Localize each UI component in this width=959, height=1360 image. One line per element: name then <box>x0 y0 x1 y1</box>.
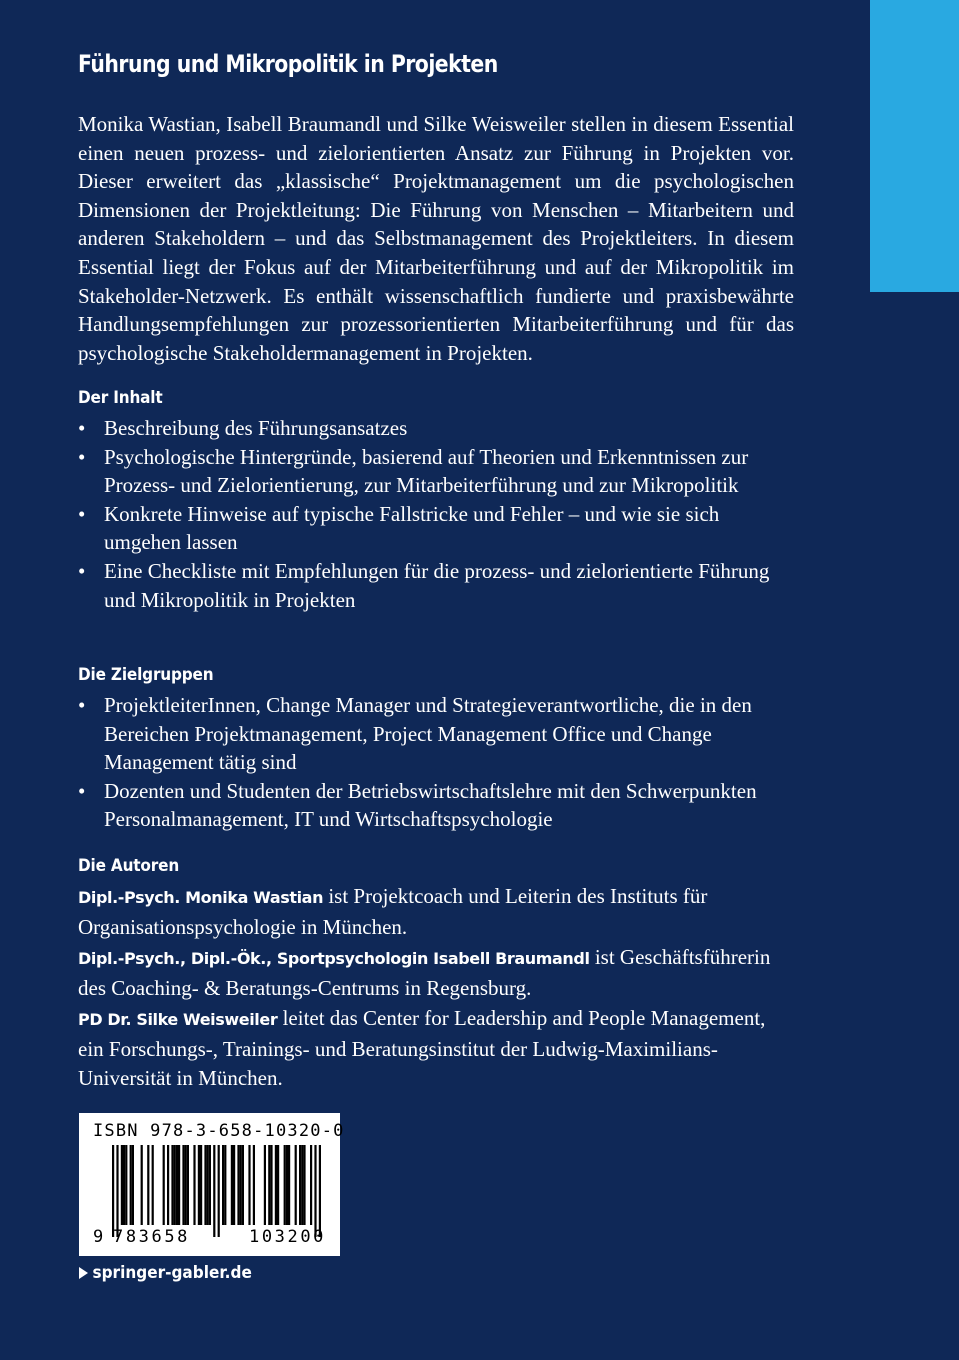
barcode-bar <box>275 1145 277 1225</box>
list-item <box>78 777 794 834</box>
barcode-bar <box>319 1145 321 1237</box>
list-item-text: Eine Checkliste mit Empfehlungen für die prozess- und zielorientierte Führung und Mikropolitik in Projekten <box>104 558 770 612</box>
barcode-bar <box>218 1145 220 1237</box>
author-description: ist Projektcoach und Leiterin des Instituts für Organisationspsychologie in München. <box>78 884 708 939</box>
barcode-bar <box>193 1145 195 1225</box>
barcode-bar <box>270 1145 272 1225</box>
barcode-bar <box>277 1145 279 1225</box>
section-inhalt <box>78 384 794 614</box>
bullet-icon: • <box>78 444 86 469</box>
barcode-bar <box>171 1145 173 1225</box>
barcode-bar <box>130 1145 132 1225</box>
barcode-bar <box>240 1145 242 1225</box>
barcode-bar <box>314 1145 316 1237</box>
list-item <box>78 557 794 614</box>
intro-paragraph: Monika Wastian, Isabell Braumandl und Silke Weisweiler stellen in diesem Essential einen neuen prozess- und zielorientierten Ansatz zur Führung in Projekten vor. Dieser erweitert das „klassische“ Projektmanagement um die psychologischen Dimensionen der Projektleitung: Die Führung von Menschen – Mitarbeitern und anderen Stakeholdern – und das Selbstmanagement des Projektleiters. In diesem Essential liegt der Fokus auf der Mitarbeiterführung und auf der Mikropolitik im Stakeholder-Netzwerk. Es enthält wissenschaftlich fundierte und praxisbewährte Handlungsempfehlungen zur prozessorientierten Mitarbeiterführung und für das psychologische Stakeholdermanagement in Projekten. <box>78 112 794 365</box>
barcode-bar <box>176 1145 178 1225</box>
publisher-link[interactable] <box>79 1260 252 1286</box>
ean-first-digit: 9 <box>93 1227 104 1247</box>
barcode-bar <box>242 1145 244 1225</box>
barcode-bar <box>295 1145 297 1225</box>
barcode-bar <box>187 1145 189 1225</box>
bullet-icon: • <box>78 693 86 717</box>
barcode-bar <box>231 1145 233 1225</box>
barcode-bar <box>182 1145 184 1225</box>
barcode-bar <box>152 1145 154 1225</box>
author-entry <box>78 943 794 1002</box>
barcode-bar <box>163 1145 165 1225</box>
barcode-bar <box>237 1145 239 1225</box>
barcode-bar <box>264 1145 266 1225</box>
barcode-bar <box>209 1145 211 1225</box>
author-name: PD Dr. Silke Weisweiler <box>78 1010 278 1030</box>
author-name: Dipl.-Psych., Dipl.-Ök., Sportpsychologin Isabell Braumandl <box>78 949 590 969</box>
barcode-bar <box>123 1145 125 1225</box>
zielgruppen-list <box>78 691 794 834</box>
barcode-bar <box>301 1145 303 1225</box>
list-item-text: ProjektleiterInnen, Change Manager und Strategieverantwortliche, die in den Bereichen Projektmanagement, Project Management Office und Change Management tätig sind <box>104 693 752 775</box>
list-item-text: Psychologische Hintergründe, basierend auf Theorien und Erkenntnissen zur Prozess- und Zielorientierung, zur Mitarbeiterführung und zur Mikropolitik <box>104 444 749 498</box>
bullet-icon: • <box>78 416 86 440</box>
list-item-text: Dozenten und Studenten der Betriebswirtschaftslehre mit den Schwerpunkten Personalmanagement, IT und Wirtschaftspsychologie <box>104 778 757 832</box>
author-description: leitet das Center for Leadership and People Management, ein Forschungs-, Trainings- und Beratungsinstitut der Ludwig-Maximilians-Universität in München. <box>78 1006 766 1090</box>
barcode-bar <box>284 1145 286 1225</box>
section-heading-autoren: Die Autoren <box>78 856 180 876</box>
barcode-bar <box>198 1145 200 1225</box>
barcode-bar <box>288 1145 290 1225</box>
list-item-text: Beschreibung des Führungsansatzes <box>104 416 408 440</box>
author-name: Dipl.-Psych. Monika Wastian <box>78 888 324 907</box>
author-entry <box>78 882 794 941</box>
list-item <box>78 691 794 777</box>
publisher-url: springer-gabler.de <box>92 1263 252 1283</box>
author-entry <box>78 1004 794 1092</box>
barcode-bar <box>174 1145 176 1225</box>
barcode-bar <box>200 1145 202 1225</box>
triangle-right-icon <box>79 1267 88 1279</box>
list-item <box>78 500 794 557</box>
bullet-icon: • <box>78 501 86 526</box>
inhalt-list <box>78 414 794 614</box>
barcode-bar <box>224 1145 226 1225</box>
barcode-bar <box>253 1145 255 1225</box>
barcode-bar <box>185 1145 187 1225</box>
section-autoren <box>78 852 794 1092</box>
section-heading-inhalt: Der Inhalt <box>78 388 163 408</box>
book-title: Führung und Mikropolitik in Projekten <box>78 50 498 78</box>
barcode-bar <box>121 1145 123 1225</box>
barcode-bar <box>310 1145 312 1225</box>
barcode-bar <box>222 1145 224 1225</box>
barcode-bar <box>141 1145 143 1225</box>
list-item <box>78 443 794 500</box>
list-item <box>78 414 794 443</box>
barcode-bar <box>147 1145 149 1225</box>
barcode-bar <box>303 1145 305 1225</box>
section-heading-zielgruppen: Die Zielgruppen <box>78 665 214 685</box>
barcode-bar <box>207 1145 209 1225</box>
barcode-bar <box>248 1145 250 1225</box>
barcode-bar <box>178 1145 180 1225</box>
isbn-barcode <box>79 1113 345 1256</box>
bullet-icon: • <box>78 558 86 583</box>
barcode-bar <box>112 1145 114 1237</box>
barcode-bar <box>233 1145 235 1225</box>
barcode-bar <box>299 1145 301 1225</box>
section-zielgruppen <box>78 661 794 834</box>
barcode-bar <box>268 1145 270 1225</box>
bullet-icon: • <box>78 778 86 803</box>
barcode-bar <box>167 1145 169 1225</box>
barcode-bar <box>116 1145 118 1237</box>
barcode-bar <box>125 1145 127 1225</box>
barcode-bar <box>204 1145 206 1225</box>
barcode-bar <box>132 1145 134 1225</box>
isbn-number: ISBN 978-3-658-10320-0 <box>93 1121 345 1141</box>
ean-left-digits: 783658 <box>113 1227 191 1247</box>
ean-right-digits: 103200 <box>249 1227 327 1247</box>
barcode-bar <box>286 1145 288 1225</box>
author-description: ist Geschäftsführerin des Coaching- & Beratungs-Centrums in Regensburg. <box>78 945 771 1000</box>
barcode-bar <box>213 1145 215 1237</box>
list-item-text: Konkrete Hinweise auf typische Fallstricke und Fehler – und wie sie sich umgehen lassen <box>104 501 720 555</box>
accent-color-block <box>870 0 959 292</box>
